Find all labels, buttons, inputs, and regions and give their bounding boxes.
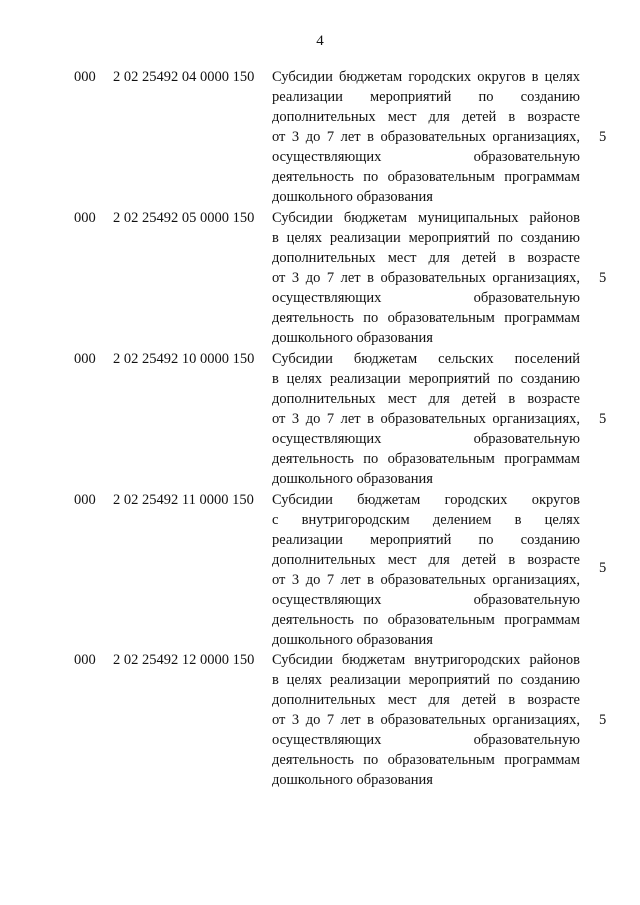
income-description (272, 67, 580, 207)
amount-value: 5 (599, 411, 607, 427)
description-line: дошкольного образования (272, 471, 433, 487)
description-line: дошкольного образования (272, 189, 433, 205)
description-line: Субсидии бюджетам городских округов в целях (272, 69, 580, 85)
table-row (0, 487, 640, 647)
page-number: 4 (316, 33, 324, 49)
income-codes-table (0, 64, 640, 788)
admin-code: 000 (74, 652, 96, 668)
description-line: дошкольного образования (272, 330, 433, 346)
description-line: дополнительных мест для детей в возрасте (272, 692, 580, 708)
budget-classification-code: 2 02 25492 04 0000 150 (113, 69, 255, 85)
amount-value: 5 (599, 129, 607, 145)
description-line: дополнительных мест для детей в возрасте (272, 250, 580, 266)
budget-classification-code: 2 02 25492 10 0000 150 (113, 351, 255, 367)
description-line: Субсидии бюджетам сельских поселений (272, 351, 580, 367)
description-line: деятельность по образовательным программам (272, 169, 580, 185)
table-row (0, 205, 640, 346)
description-line: осуществляющих образовательную (272, 149, 580, 165)
budget-classification-code: 2 02 25492 12 0000 150 (113, 652, 255, 668)
description-line: деятельность по образовательным программам (272, 451, 580, 467)
table-row (0, 647, 640, 788)
budget-classification-code: 2 02 25492 05 0000 150 (113, 210, 255, 226)
description-line: осуществляющих образовательную (272, 592, 580, 608)
admin-code: 000 (74, 492, 96, 508)
income-description (272, 349, 580, 489)
description-line: дошкольного образования (272, 772, 433, 788)
admin-code: 000 (74, 210, 96, 226)
description-line: в целях реализации мероприятий по созданию (272, 371, 580, 387)
description-line: реализации мероприятий по созданию (272, 532, 580, 548)
income-description (272, 490, 580, 650)
description-line: Субсидии бюджетам городских округов (272, 492, 580, 508)
income-description (272, 208, 580, 348)
description-line: от 3 до 7 лет в образовательных организациях, (272, 712, 580, 728)
description-line: деятельность по образовательным программам (272, 752, 580, 768)
description-line: дополнительных мест для детей в возрасте (272, 391, 580, 407)
description-line: с внутригородским делением в целях (272, 512, 580, 528)
table-row (0, 346, 640, 487)
description-line: деятельность по образовательным программам (272, 310, 580, 326)
description-line: дополнительных мест для детей в возрасте (272, 109, 580, 125)
description-line: осуществляющих образовательную (272, 431, 580, 447)
description-line: от 3 до 7 лет в образовательных организациях, (272, 572, 580, 588)
description-line: осуществляющих образовательную (272, 290, 580, 306)
description-line: от 3 до 7 лет в образовательных организациях, (272, 270, 580, 286)
description-line: реализации мероприятий по созданию (272, 89, 580, 105)
amount-value: 5 (599, 712, 607, 728)
table-row (0, 64, 640, 205)
description-line: дополнительных мест для детей в возрасте (272, 552, 580, 568)
description-line: в целях реализации мероприятий по созданию (272, 672, 580, 688)
description-line: от 3 до 7 лет в образовательных организациях, (272, 411, 580, 427)
amount-value: 5 (599, 560, 607, 576)
amount-value: 5 (599, 270, 607, 286)
admin-code: 000 (74, 351, 96, 367)
description-line: в целях реализации мероприятий по созданию (272, 230, 580, 246)
description-line: деятельность по образовательным программам (272, 612, 580, 628)
description-line: Субсидии бюджетам внутригородских районов (272, 652, 580, 668)
description-line: от 3 до 7 лет в образовательных организациях, (272, 129, 580, 145)
income-description (272, 650, 580, 790)
description-line: дошкольного образования (272, 632, 433, 648)
description-line: Субсидии бюджетам муниципальных районов (272, 210, 580, 226)
admin-code: 000 (74, 69, 96, 85)
description-line: осуществляющих образовательную (272, 732, 580, 748)
budget-classification-code: 2 02 25492 11 0000 150 (113, 492, 254, 508)
